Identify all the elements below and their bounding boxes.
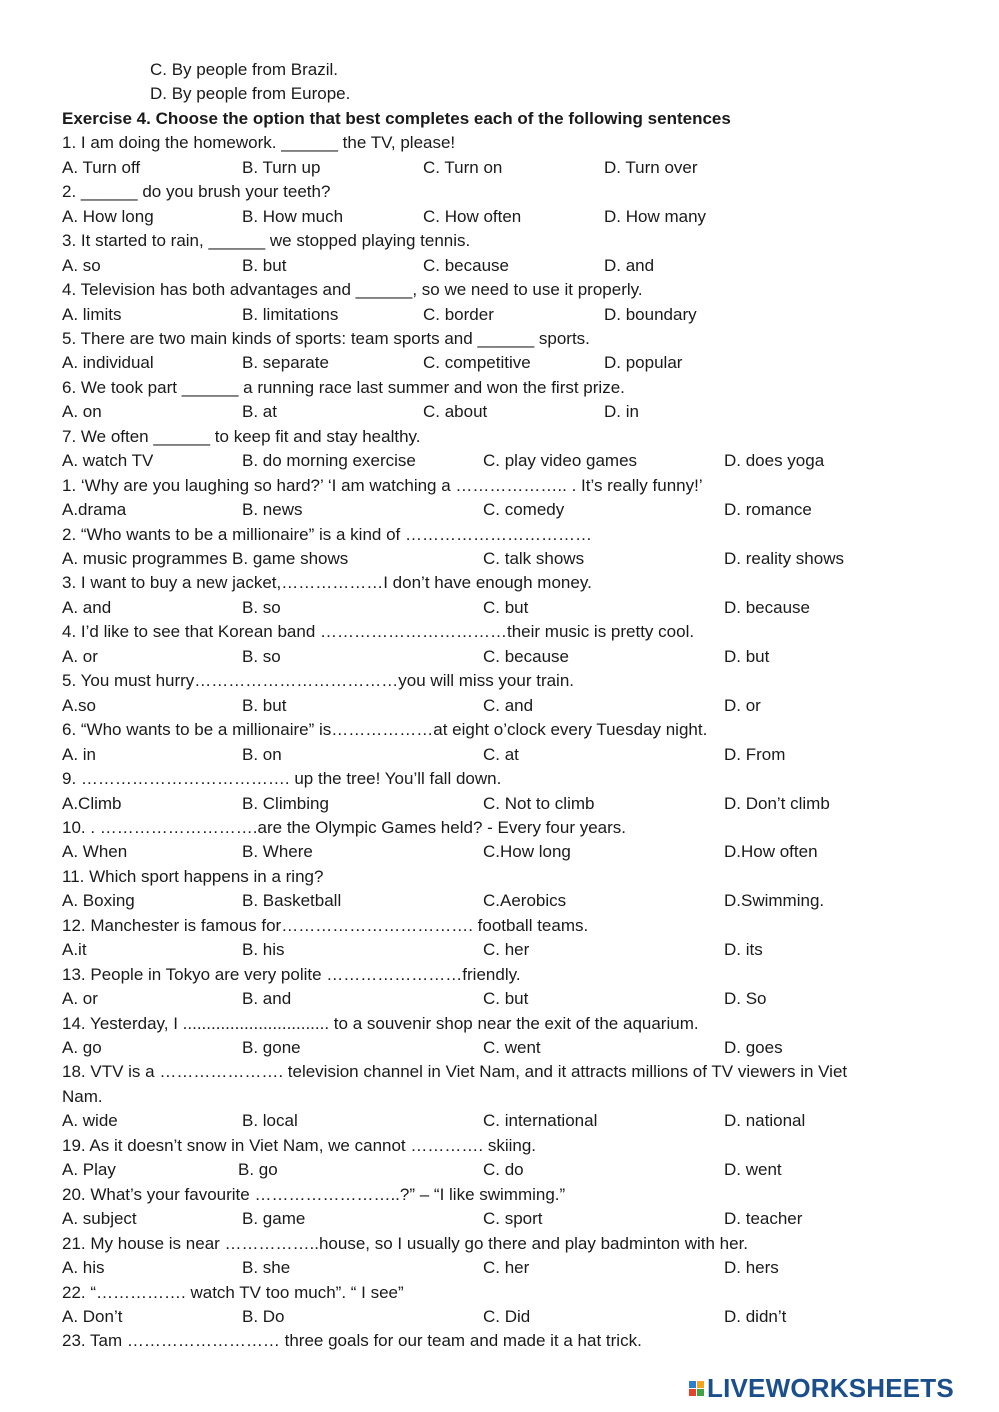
answer-option[interactable]: A. or bbox=[62, 989, 98, 1008]
answer-option[interactable]: C. Not to climb bbox=[483, 794, 595, 813]
answer-option[interactable]: B. but bbox=[242, 696, 287, 715]
answer-option[interactable]: A. watch TV bbox=[62, 451, 154, 470]
answer-option[interactable]: B. at bbox=[242, 402, 277, 421]
answer-option[interactable]: A. so bbox=[62, 256, 101, 275]
answer-option[interactable]: A. How long bbox=[62, 207, 154, 226]
liveworksheets-logo bbox=[689, 1373, 954, 1403]
answer-option[interactable]: C. border bbox=[423, 305, 494, 324]
answer-option: D. By people from Europe. bbox=[150, 84, 351, 103]
answer-option[interactable]: B. his bbox=[242, 940, 285, 959]
question-text: 13. People in Tokyo are very polite ……………………friendly. bbox=[62, 965, 521, 984]
answer-option[interactable]: A. go bbox=[62, 1038, 102, 1057]
answer-option[interactable]: C. because bbox=[423, 256, 509, 275]
question-text: 5. You must hurry………………………………you will miss your train. bbox=[62, 671, 575, 690]
question-text: 9. ………………………………. up the tree! You’ll fall down. bbox=[62, 769, 502, 788]
answer-option[interactable]: D. but bbox=[724, 647, 770, 666]
logo-square bbox=[697, 1381, 704, 1388]
answer-option[interactable]: A. When bbox=[62, 842, 128, 861]
answer-option[interactable]: C. and bbox=[483, 696, 534, 715]
question-text: 3. I want to buy a new jacket,………………I don’t have enough money. bbox=[62, 573, 592, 592]
question-text: 21. My house is near ……………..house, so I usually go there and play badminton with her. bbox=[62, 1234, 749, 1253]
answer-option[interactable]: D. because bbox=[724, 598, 810, 617]
answer-option[interactable]: C. play video games bbox=[483, 451, 638, 470]
answer-option[interactable]: A. Play bbox=[62, 1160, 116, 1179]
answer-option[interactable]: D.Swimming. bbox=[724, 891, 825, 910]
question-text: 6. We took part ______ a running race last summer and won the first prize. bbox=[62, 378, 625, 397]
question-text: 10. . ……………………….are the Olympic Games held? - Every four years. bbox=[62, 818, 626, 837]
question-text: 4. Television has both advantages and ______, so we need to use it properly. bbox=[62, 280, 643, 299]
answer-option[interactable]: D. teacher bbox=[724, 1209, 803, 1228]
exercise-heading: Exercise 4. Choose the option that best completes each of the following sentences bbox=[62, 109, 731, 128]
answer-option[interactable]: B. How much bbox=[242, 207, 344, 226]
answer-option[interactable]: C. but bbox=[483, 598, 529, 617]
answer-option[interactable]: B. game bbox=[242, 1209, 306, 1228]
answer-option[interactable]: C.Aerobics bbox=[483, 891, 567, 910]
answer-option[interactable]: B. do morning exercise bbox=[242, 451, 416, 470]
answer-option[interactable]: C. How often bbox=[423, 207, 522, 226]
question-text: 1. I am doing the homework. ______ the TV, please! bbox=[62, 133, 456, 152]
answer-option[interactable]: A. Boxing bbox=[62, 891, 135, 910]
question-text: 11. Which sport happens in a ring? bbox=[62, 867, 324, 886]
answer-option[interactable]: A.so bbox=[62, 696, 97, 715]
question-text: 3. It started to rain, ______ we stopped playing tennis. bbox=[62, 231, 471, 250]
answer-option[interactable]: C. but bbox=[483, 989, 529, 1008]
answer-option: C. By people from Brazil. bbox=[150, 60, 339, 79]
answer-option[interactable]: C. about bbox=[423, 402, 488, 421]
answer-option[interactable]: B. so bbox=[242, 647, 281, 666]
answer-option[interactable]: B. she bbox=[242, 1258, 291, 1277]
answer-option[interactable]: A. his bbox=[62, 1258, 105, 1277]
answer-option[interactable]: C. competitive bbox=[423, 353, 531, 372]
question-text-continued: Nam. bbox=[62, 1087, 103, 1106]
answer-option[interactable]: D.How often bbox=[724, 842, 818, 861]
answer-option[interactable]: B. Turn up bbox=[242, 158, 321, 177]
answer-option[interactable]: D. does yoga bbox=[724, 451, 825, 470]
liveworksheets-logo-icon bbox=[689, 1381, 704, 1396]
answer-option[interactable]: D. goes bbox=[724, 1038, 783, 1057]
answer-option[interactable]: A. subject bbox=[62, 1209, 137, 1228]
answer-option[interactable]: B. limitations bbox=[242, 305, 339, 324]
question-text: 5. There are two main kinds of sports: team sports and ______ sports. bbox=[62, 329, 590, 348]
answer-option[interactable]: A. or bbox=[62, 647, 98, 666]
answer-option[interactable]: D. boundary bbox=[604, 305, 697, 324]
answer-option[interactable]: B. on bbox=[242, 745, 282, 764]
question-text: 1. ‘Why are you laughing so hard?’ ‘I am watching a ……………….. . It’s really funny!’ bbox=[62, 476, 703, 495]
answer-option[interactable]: D. Don’t climb bbox=[724, 794, 830, 813]
answer-option[interactable]: A. music programmes B. game shows bbox=[62, 549, 349, 568]
answer-option[interactable]: A.Climb bbox=[62, 794, 122, 813]
answer-option[interactable]: B. news bbox=[242, 500, 303, 519]
answer-option[interactable]: B. so bbox=[242, 598, 281, 617]
answer-option[interactable]: B. separate bbox=[242, 353, 329, 372]
answer-option[interactable]: B. Basketball bbox=[242, 891, 342, 910]
answer-option[interactable]: B. but bbox=[242, 256, 287, 275]
answer-option[interactable]: B. Do bbox=[242, 1307, 285, 1326]
question-text: 6. “Who wants to be a millionaire” is………………at eight o’clock every Tuesday night. bbox=[62, 720, 708, 739]
answer-option[interactable]: C. at bbox=[483, 745, 519, 764]
answer-option[interactable]: B. go bbox=[238, 1160, 278, 1179]
answer-option[interactable]: D. Turn over bbox=[604, 158, 698, 177]
answer-option[interactable]: C. comedy bbox=[483, 500, 565, 519]
answer-option[interactable]: D. in bbox=[604, 402, 639, 421]
question-text: 7. We often ______ to keep fit and stay healthy. bbox=[62, 427, 421, 446]
answer-option[interactable]: C. talk shows bbox=[483, 549, 585, 568]
question-text: 2. “Who wants to be a millionaire” is a kind of …………………………… bbox=[62, 525, 592, 544]
answer-option[interactable]: D. hers bbox=[724, 1258, 779, 1277]
answer-option[interactable]: D. How many bbox=[604, 207, 707, 226]
question-text: 19. As it doesn’t snow in Viet Nam, we cannot …………. skiing. bbox=[62, 1136, 537, 1155]
question-text: 14. Yesterday, I ............................... to a souvenir shop near the exit of the aquarium. bbox=[62, 1014, 699, 1033]
question-text: 18. VTV is a …………………. television channel in Viet Nam, and it attracts millions of TV viewers in Viet bbox=[62, 1062, 848, 1081]
answer-option[interactable]: C. her bbox=[483, 1258, 530, 1277]
question-text: 23. Tam ……………………… three goals for our team and made it a hat trick. bbox=[62, 1331, 642, 1350]
answer-option[interactable]: D. reality shows bbox=[724, 549, 844, 568]
question-text: 20. What’s your favourite ……………………..?” – “I like swimming.” bbox=[62, 1185, 566, 1204]
logo-square bbox=[689, 1389, 696, 1396]
answer-option[interactable]: A. Don’t bbox=[62, 1307, 123, 1326]
question-text: 2. ______ do you brush your teeth? bbox=[62, 182, 331, 201]
brand-name: LIVEWORKSHEETS bbox=[707, 1373, 954, 1403]
answer-option[interactable]: B. local bbox=[242, 1111, 298, 1130]
answer-option[interactable]: B. gone bbox=[242, 1038, 301, 1057]
answer-option[interactable]: A. on bbox=[62, 402, 102, 421]
logo-square bbox=[689, 1381, 696, 1388]
answer-option[interactable]: A.drama bbox=[62, 500, 127, 519]
answer-option[interactable]: C. international bbox=[483, 1111, 598, 1130]
answer-option[interactable]: B. and bbox=[242, 989, 292, 1008]
answer-option[interactable]: A. limits bbox=[62, 305, 122, 324]
answer-option[interactable]: A. Turn off bbox=[62, 158, 141, 177]
answer-option[interactable]: D. or bbox=[724, 696, 761, 715]
answer-option[interactable]: C. sport bbox=[483, 1209, 543, 1228]
answer-option[interactable]: A. and bbox=[62, 598, 112, 617]
answer-option[interactable]: C. because bbox=[483, 647, 569, 666]
answer-option[interactable]: D. romance bbox=[724, 500, 812, 519]
answer-option[interactable]: D. didn’t bbox=[724, 1307, 787, 1326]
answer-option[interactable]: D. So bbox=[724, 989, 767, 1008]
answer-option[interactable]: B. Where bbox=[242, 842, 313, 861]
answer-option[interactable]: C. Did bbox=[483, 1307, 531, 1326]
answer-option[interactable]: D. From bbox=[724, 745, 786, 764]
answer-option[interactable]: C. went bbox=[483, 1038, 541, 1057]
answer-option[interactable]: D. popular bbox=[604, 353, 683, 372]
question-text: 22. “……………. watch TV too much”. “ I see” bbox=[62, 1283, 404, 1302]
answer-option[interactable]: C. do bbox=[483, 1160, 524, 1179]
answer-option[interactable]: A. in bbox=[62, 745, 97, 764]
answer-option[interactable]: B. Climbing bbox=[242, 794, 329, 813]
answer-option[interactable]: A.it bbox=[62, 940, 87, 959]
answer-option[interactable]: A. wide bbox=[62, 1111, 118, 1130]
answer-option[interactable]: D. and bbox=[604, 256, 655, 275]
answer-option[interactable]: D. national bbox=[724, 1111, 806, 1130]
answer-option[interactable]: C. Turn on bbox=[423, 158, 503, 177]
answer-option[interactable]: C. her bbox=[483, 940, 530, 959]
answer-option[interactable]: D. its bbox=[724, 940, 763, 959]
question-text: 4. I’d like to see that Korean band ……………………………their music is pretty cool. bbox=[62, 622, 695, 641]
answer-option[interactable]: D. went bbox=[724, 1160, 782, 1179]
question-text: 12. Manchester is famous for……………………………. football teams. bbox=[62, 916, 589, 935]
logo-square bbox=[697, 1389, 704, 1396]
answer-option[interactable]: C.How long bbox=[483, 842, 571, 861]
answer-option[interactable]: A. individual bbox=[62, 353, 154, 372]
